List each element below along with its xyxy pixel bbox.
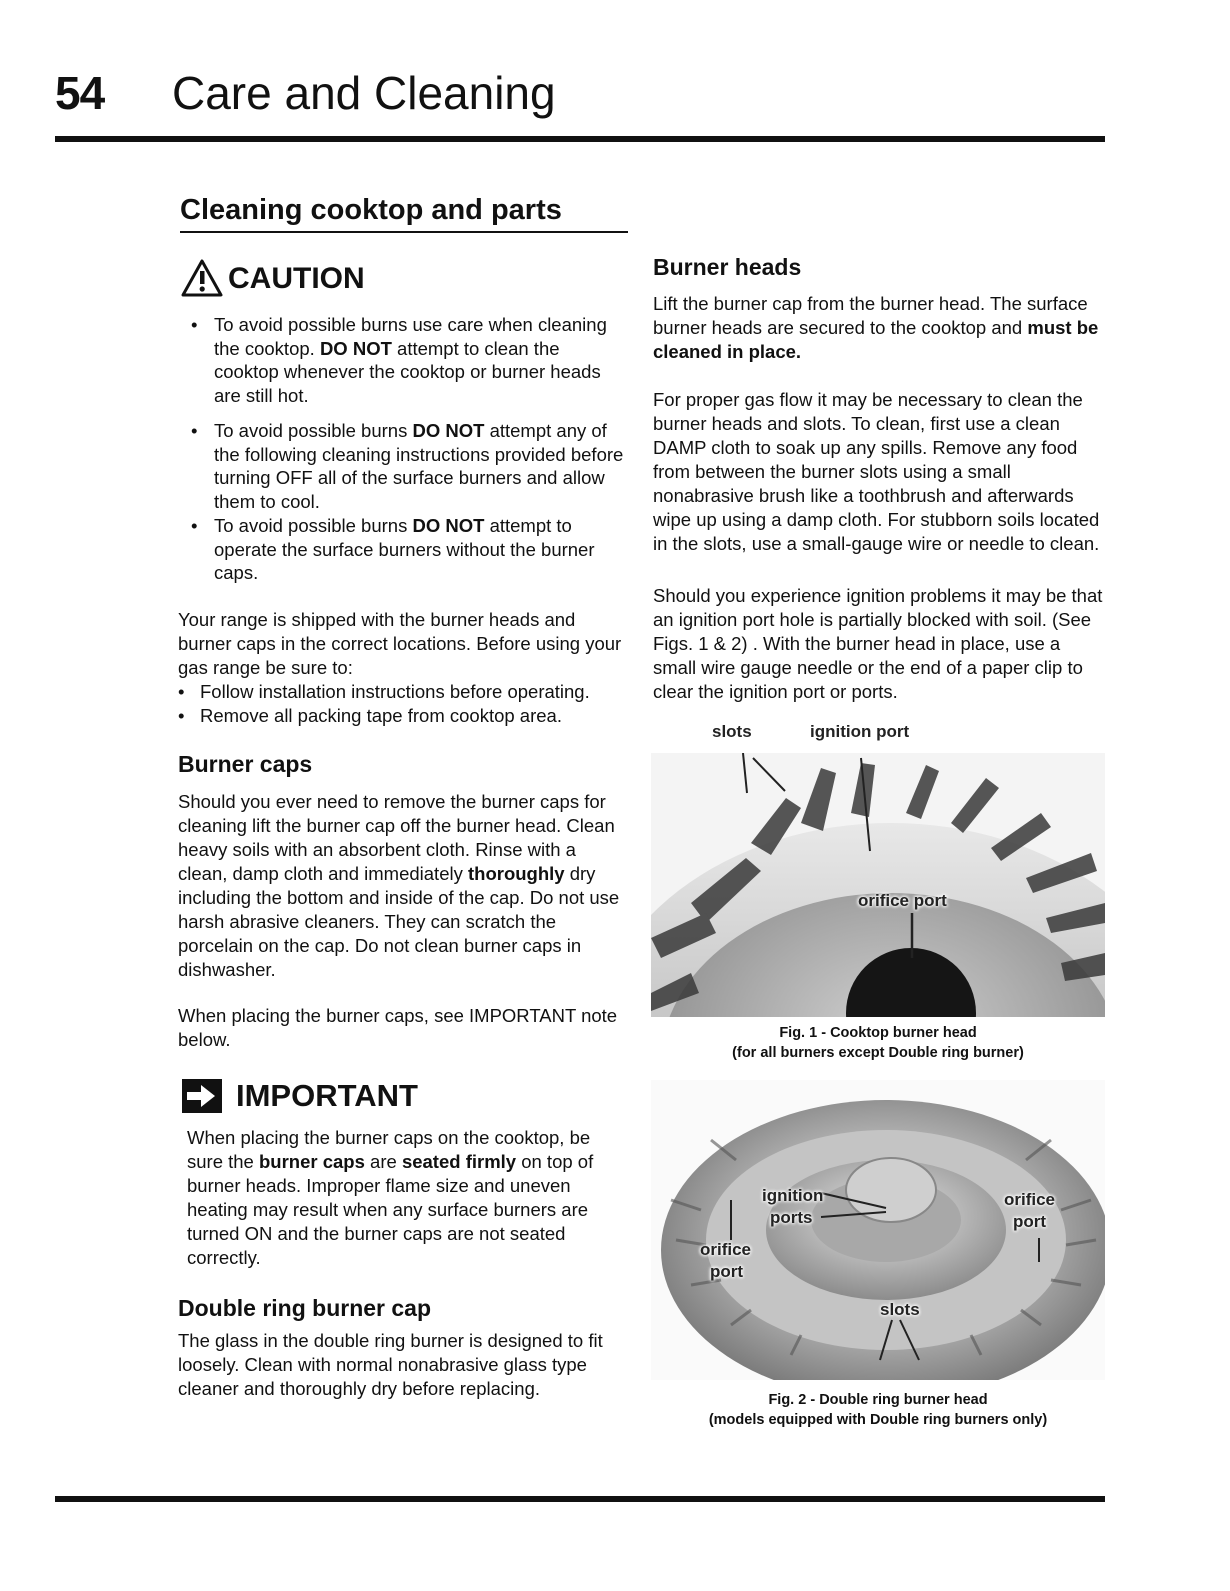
burner-head-illustration: [651, 753, 1105, 1017]
burner-heads-text-3: Should you experience ignition problems it may be that an ignition port hole is partially blocked with soil. (See Figs. 1 & 2) . With the burner head in place, use a small wire gauge needle or the end of a paper clip to clear the ignition port or ports.: [653, 585, 1103, 702]
label-orifice-port: orifice port: [858, 891, 947, 910]
burner-caps-text: Should you ever need to remove the burner caps for cleaning lift the burner cap off the burner head. Clean heavy soils with an absorbent cloth. Rinse with a clean, damp cloth and immediately thoroughly dry including the bottom and inside of the cap. Do not use harsh abrasive cleaners. They can scratch the porcelain on the cap. Do not clean burner caps in dishwasher.: [178, 791, 620, 980]
label-ignition: ignition: [762, 1186, 824, 1205]
caution-list: [188, 313, 628, 585]
label-port-right: port: [1013, 1212, 1047, 1231]
intro-text: Your range is shipped with the burner heads and burner caps in the correct locations. Before using your gas range be sure to:: [178, 609, 622, 678]
important-text: When placing the burner caps on the cooktop, be sure the burner caps are seated firmly on top of burner heads. Improper flame size and uneven heating may result when any surface burners are turned ON and the burner caps are not seated correctly.: [187, 1127, 594, 1268]
label-orifice-right: orifice: [1004, 1190, 1056, 1209]
burner-heads-text-2: For proper gas flow it may be necessary to clean the burner heads and slots. To clean, first use a clean DAMP cloth to soak up any spills. Remove any food from between the burner slots using a small nonabrasive brush like a toothbrush and afterwards wipe up using a damp cloth. For stubborn soils located in the slots, use a small-gauge wire or needle to clean.: [653, 389, 1100, 554]
label-slots: slots: [880, 1300, 920, 1319]
label-ports: ports: [770, 1208, 813, 1227]
intro-item: • Follow installation instructions before operating.: [178, 681, 590, 702]
caution-label: CAUTION: [228, 262, 365, 295]
double-ring-heading: Double ring burner cap: [178, 1295, 432, 1321]
label-slots: slots: [712, 722, 752, 741]
label-ignition-port: ignition port: [810, 722, 910, 741]
intro-item: • Remove all packing tape from cooktop area.: [178, 705, 562, 726]
caution-item: • To avoid possible burns DO NOT attempt to operate the surface burners without the burner caps.: [188, 514, 628, 585]
footer-rule: [55, 1496, 1105, 1502]
burner-heads-text-1: Lift the burner cap from the burner head. The surface burner heads are secured to the cooktop and must be cleaned in place.: [653, 293, 1099, 362]
caution-heading: [180, 258, 365, 298]
figure-2-caption: Fig. 2 - Double ring burner head (models equipped with Double ring burners only): [708, 1392, 1048, 1428]
intro-list: [178, 680, 628, 728]
important-heading: [182, 1078, 418, 1114]
important-label: IMPORTANT: [236, 1078, 418, 1113]
label-port-left: port: [710, 1262, 744, 1281]
figure-1-image: [651, 753, 1105, 1017]
section-underline: [180, 231, 628, 233]
double-ring-text: The glass in the double ring burner is designed to fit loosely. Clean with normal nonabrasive glass type cleaner and thoroughly dry before replacing.: [178, 1330, 603, 1399]
page-title: Care and Cleaning: [172, 67, 556, 119]
burner-caps-heading: Burner caps: [178, 751, 313, 777]
burner-heads-heading: Burner heads: [653, 254, 802, 280]
label-orifice-left: orifice: [700, 1240, 752, 1259]
figure-1-caption: Fig. 1 - Cooktop burner head (for all burners except Double ring burner): [732, 1025, 1024, 1061]
burner-caps-note: When placing the burner caps, see IMPORTANT note below.: [178, 1005, 618, 1050]
arrow-right-icon: [182, 1079, 222, 1113]
caution-item: • To avoid possible burns use care when cleaning the cooktop. DO NOT attempt to clean the cooktop whenever the cooktop or burner heads are still hot.: [188, 313, 628, 407]
caution-item: • To avoid possible burns DO NOT attempt any of the following cleaning instructions provided before turning OFF all of the surface burners and allow them to cool.: [188, 419, 628, 513]
header-rule: [55, 136, 1105, 142]
section-title: Cleaning cooktop and parts: [180, 194, 562, 226]
page-number: 54: [55, 67, 105, 119]
warning-triangle-icon: [180, 258, 224, 298]
